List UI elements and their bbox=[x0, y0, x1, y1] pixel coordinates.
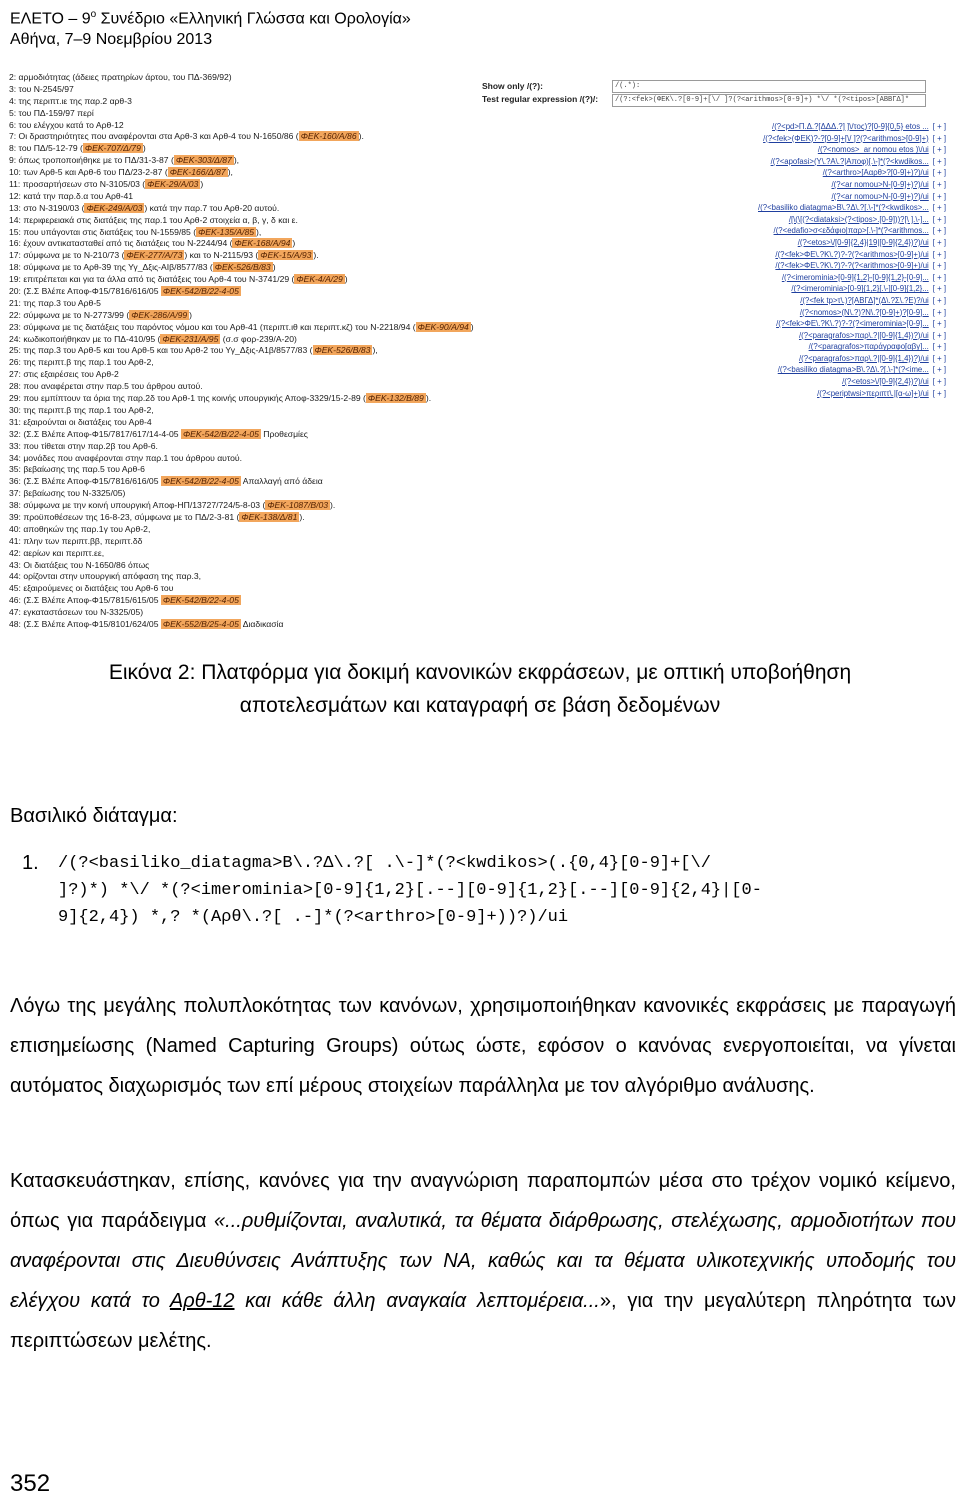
list-item bbox=[9, 453, 549, 465]
list-item bbox=[9, 262, 549, 274]
list-item-text: 47: εγκαταστάσεων του Ν-3325/05) bbox=[9, 607, 144, 618]
add-rule-button[interactable]: [ + ] bbox=[932, 353, 946, 363]
add-rule-button[interactable]: [ + ] bbox=[932, 133, 946, 143]
rule-link[interactable]: /(?<fek tp>τ\.)?[ΑΒΓΔ]*(Δ\.?Σ\.?Ε)?/ui bbox=[800, 295, 929, 305]
rule-item[interactable] bbox=[656, 295, 946, 307]
list-item-text: Προθεσμίες bbox=[260, 428, 308, 439]
add-rule-button[interactable]: [ + ] bbox=[932, 179, 946, 189]
list-item-text: 10: των Αρθ-5 και Αρθ-6 του ΠΔ/23-2-87 ( bbox=[9, 167, 168, 178]
list-item bbox=[9, 536, 549, 548]
add-rule-button[interactable]: [ + ] bbox=[932, 168, 946, 178]
rule-item[interactable] bbox=[656, 341, 946, 353]
list-item-text: ) bbox=[200, 179, 204, 190]
fek-highlight: ΦΕΚ-166/Δ/87 bbox=[169, 167, 226, 178]
list-item-text: ), bbox=[227, 167, 233, 178]
list-item-text: 2: αρμοδιότητας (άδειες πρατηρίων άρτου, του ΠΔ-369/92) bbox=[9, 72, 232, 82]
list-item-text: 9: όπως τροποποιήθηκε με το ΠΔ/31-3-87 ( bbox=[9, 155, 174, 166]
conference-title: ΕΛΕΤΟ – $9^o$ Συνέδριο «Ελληνική Γλώσσα και Ορολογία» bbox=[10, 9, 411, 28]
rule-link[interactable]: /(?<paragrafos>παρ\.?|[0-9]{1,4})?)/ui bbox=[798, 330, 929, 340]
add-rule-button[interactable]: [ + ] bbox=[932, 237, 946, 247]
list-number: 1. bbox=[22, 852, 39, 874]
page-number: 352 bbox=[10, 1470, 51, 1497]
list-item bbox=[9, 155, 549, 167]
list-item-text: 15: που υπάγονται στις διατάξεις του Ν-1559/85 ( bbox=[9, 226, 197, 237]
rule-item[interactable] bbox=[656, 318, 946, 330]
fek-highlight: ΦΕΚ-707/Δ/79 bbox=[84, 143, 141, 154]
list-item bbox=[9, 583, 549, 595]
body-paragraph-1: Λόγω της μεγάλης πολυπλοκότητας των κανόνων, χρησιμοποιήθηκαν κανονικές εκφράσεις με παραγωγή επισημείωσης (Named Capturing Groups) ούτως ώστε, εφόσον ο κανόνας ενεργοποιείται, να γίνεται αυτόματος διαχωρισμός των επί μέρους στοιχείων παράλληλα με τον αλγόριθμο ανάλυσης. bbox=[10, 995, 956, 1097]
list-item bbox=[9, 96, 549, 108]
add-rule-button[interactable]: [ + ] bbox=[932, 156, 946, 166]
fek-highlight: ΦΕΚ-542/Β/22-4-05 bbox=[162, 286, 239, 297]
rule-item[interactable] bbox=[656, 272, 946, 284]
rule-link[interactable]: /(?<imerominia>[0-9]{1,2}[.\-][0-9]{1,2}... bbox=[791, 284, 929, 294]
figure-caption: Εικόνα 2: Πλατφόρμα για δοκιμή κανονικών εκφράσεων, με οπτική υποβοήθηση αποτελεσμάτων και καταγραφή σε βάση δεδομένων bbox=[108, 661, 852, 717]
add-rule-button[interactable]: [ + ] bbox=[932, 272, 946, 282]
list-item bbox=[9, 619, 549, 631]
list-item-text: 35: βεβαίωσης της παρ.5 του Αρθ-6 bbox=[9, 464, 145, 475]
list-item bbox=[9, 131, 549, 143]
list-item bbox=[9, 417, 549, 429]
rule-item[interactable] bbox=[656, 191, 946, 203]
list-item-text: 25: της παρ.3 του Αρθ-5 και του Αρθ-5 και του Αρθ-2 του Υγ_Δξις-Α1β/8577/83 ( bbox=[9, 345, 313, 356]
fek-highlight: ΦΕΚ-277/Α/73 bbox=[126, 250, 183, 261]
list-item bbox=[9, 227, 549, 239]
add-rule-button[interactable]: [ + ] bbox=[932, 214, 946, 224]
list-item-text: ). bbox=[330, 500, 336, 511]
list-item-text: 39: προϋποθέσεων της 16-8-23, σύμφωνα με το ΠΔ/2-3-81 ( bbox=[9, 511, 240, 522]
list-item-text: ) κατά την παρ.7 του Αρθ-20 αυτού. bbox=[144, 202, 280, 213]
fek-highlight: ΦΕΚ-552/Β/25-4-05 bbox=[162, 618, 239, 629]
rule-link[interactable]: /(?<nomos>_ar nomou etos )\/ui bbox=[817, 145, 929, 155]
rule-item[interactable] bbox=[656, 167, 946, 179]
fek-highlight: ΦΕΚ-29/Α/03 bbox=[147, 179, 199, 190]
list-item bbox=[9, 560, 549, 572]
rule-item[interactable] bbox=[656, 225, 946, 237]
rule-link[interactable]: /(?<apofasi>(Υ\.?Α\.?|Αποφ)[.\-]*(?<kwdikos... bbox=[770, 156, 929, 166]
list-item-text: 34: μονάδες που αναφέρονται στην παρ.1 του άρθρου αυτού. bbox=[9, 452, 243, 463]
rule-link[interactable]: /(?<imerominia>[0-9]{1,2}-[0-9]{1,2}-[0-9]... bbox=[781, 272, 929, 282]
list-item-text: 7: Οι δραστηριότητες που αναφέρονται στα Αρθ-3 και Αρθ-4 του Ν-1650/86 ( bbox=[9, 131, 299, 142]
list-item-text: ), bbox=[233, 155, 240, 166]
add-rule-button[interactable]: [ + ] bbox=[932, 249, 946, 259]
list-item-text: Διαδικασία bbox=[240, 618, 284, 629]
list-item bbox=[9, 607, 549, 619]
show-only-label: Show only /(?): bbox=[482, 81, 543, 91]
add-rule-button[interactable]: [ + ] bbox=[932, 284, 946, 294]
list-item-text: 26: της περιπτ.β της παρ.1 του Αρθ-2, bbox=[9, 357, 154, 368]
fek-highlight: ΦΕΚ-286/Α/99 bbox=[131, 309, 188, 320]
list-item-text: ) bbox=[344, 274, 348, 285]
rule-item[interactable] bbox=[656, 237, 946, 249]
list-item-text: 28: που αναφέρεται στην παρ.5 του άρθρου αυτού. bbox=[9, 381, 203, 392]
list-item-text: 30: της περιπτ.β της παρ.1 του Αρθ-2, bbox=[9, 404, 154, 415]
rule-item[interactable] bbox=[656, 260, 946, 272]
rule-item[interactable] bbox=[656, 330, 946, 342]
add-rule-button[interactable]: [ + ] bbox=[932, 261, 946, 271]
list-item bbox=[9, 120, 549, 132]
add-rule-button[interactable]: [ + ] bbox=[932, 191, 946, 201]
page-header bbox=[10, 4, 411, 50]
list-item-text: 18: σύμφωνα με το Αρθ-39 της Υγ_Δξις-ΑΙβ/8577/83 ( bbox=[9, 262, 213, 273]
add-rule-button[interactable]: [ + ] bbox=[932, 365, 946, 375]
list-item bbox=[9, 524, 549, 536]
list-item bbox=[9, 464, 549, 476]
rule-link[interactable]: /(?<ar nomou>Ν-[0-9]+)?)/ui bbox=[831, 179, 929, 189]
list-item bbox=[9, 215, 549, 227]
add-rule-button[interactable]: [ + ] bbox=[932, 319, 946, 329]
fek-highlight: ΦΕΚ-526/Β/83 bbox=[214, 262, 271, 273]
rule-link[interactable]: /(?<etos>\/[0-9]{2,4})?)/ui bbox=[842, 377, 929, 387]
rule-link[interactable]: /(?<ar nomou>Ν-[0-9]+)?)/ui bbox=[831, 191, 929, 201]
list-item bbox=[9, 203, 549, 215]
list-item bbox=[9, 429, 549, 441]
rule-link[interactable]: /(?<fek>ΦΕ\.?Κ\.?)?-?(?<arithmos>[0-9]+)/ui bbox=[775, 249, 929, 259]
regex-toolbar bbox=[482, 80, 944, 107]
rule-item[interactable] bbox=[656, 388, 946, 400]
list-item bbox=[9, 512, 549, 524]
list-item-text: 12: κατά την παρ.δ.α του Αρθ-41 bbox=[9, 190, 134, 201]
rule-link[interactable]: /(?<edafio>σ<εδάφιο|παρ>[.\-]*(?<arithmos... bbox=[773, 226, 929, 236]
list-item bbox=[9, 571, 549, 583]
rule-link[interactable]: /(?<paragrafos>παρ\.?|[0-9]{1,4})?)/ui bbox=[798, 353, 929, 363]
list-item-text: 37: βεβαίωσης του Ν-3325/05) bbox=[9, 488, 126, 499]
list-item-text: ), bbox=[256, 226, 262, 237]
list-item-text: 8: του ΠΔ/5-12-79 ( bbox=[9, 143, 83, 154]
rule-item[interactable] bbox=[656, 121, 946, 133]
fek-highlight: ΦΕΚ-303/Δ/87 bbox=[175, 155, 232, 166]
list-item bbox=[9, 238, 549, 250]
list-item-text: ). bbox=[299, 511, 305, 522]
list-item-text: ) bbox=[189, 309, 193, 320]
fek-highlight: ΦΕΚ-138/Δ/81 bbox=[241, 511, 298, 522]
rule-link[interactable]: /(?<basiliko diatagma>Β\.?Δ\.?[.\-]*(?<kwdikos>... bbox=[758, 203, 929, 213]
list-item bbox=[9, 108, 549, 120]
fek-highlight: ΦΕΚ-168/Α/94 bbox=[234, 238, 291, 249]
rule-item[interactable] bbox=[656, 283, 946, 295]
list-item-text: 5: του ΠΔ-159/97 περί bbox=[9, 107, 94, 118]
code-line: /(?<basiliko_diatagma>Β\.?Δ\.?[ .\-]*(?<kwdikos>(.{0,4}[0-9]+[\/ bbox=[58, 854, 711, 873]
body-paragraph-2: Κατασκευάστηκαν, επίσης, κανόνες για την αναγνώριση παραπομπών μέσα στο τρέχον νομικό κείμενο, όπως για παράδειγμα «...ρυθμίζονται, αναλυτικά, τα θέματα διάρθρωσης, στελέχωσης, αρμοδιοτήτων που αναφέρονται στις Διευθύνσεις Ανάπτυξης των ΝΑ, καθώς και τα θέματα υλικοτεχνικής υποδομής του ελέγχου κατά το Αρθ-12 και κάθε άλλη αναγκαία λεπτομέρεια...», για την μεγαλύτερη πληρότητα των περιπτώσεων μελέτης. bbox=[10, 1170, 957, 1352]
list-item bbox=[9, 298, 549, 310]
list-item bbox=[9, 274, 549, 286]
rule-item[interactable] bbox=[656, 353, 946, 365]
list-item-text: ) bbox=[470, 321, 474, 332]
show-only-input[interactable]: /(.*): bbox=[612, 80, 926, 93]
code-line: 9]{2,4}) *,? *(Αρθ\.?[ .-]*(?<arthro>[0-9]+))?)/ui bbox=[58, 908, 569, 927]
test-regex-label: Test regular expression /(?)/: bbox=[482, 94, 599, 105]
rule-item[interactable] bbox=[656, 144, 946, 156]
fek-highlight: ΦΕΚ-90/Α/94 bbox=[417, 321, 469, 332]
list-item bbox=[9, 345, 549, 357]
list-item-text: 21: της παρ.3 του Αρθ-5 bbox=[9, 297, 101, 308]
list-item-text: 16: έχουν αντικατασταθεί από τις διατάξεις του Ν-2244/94 ( bbox=[9, 238, 233, 249]
add-rule-button[interactable]: [ + ] bbox=[932, 388, 946, 398]
rule-item[interactable] bbox=[656, 214, 946, 226]
regex-code-block bbox=[22, 850, 953, 931]
conference-date: Αθήνα, 7–9 Νοεμβρίου 2013 bbox=[10, 31, 213, 49]
list-item-text: ) bbox=[272, 262, 276, 273]
rule-link[interactable]: /(?<periptwsi>περιπτ\.|[α-ω]+)/ui bbox=[817, 388, 929, 398]
list-item bbox=[9, 393, 549, 405]
list-item bbox=[9, 310, 549, 322]
list-item-text: 14: περιφερειακά στις διατάξεις της παρ.1 του Αρθ-2 στοιχεία α, β, γ, δ και ε. bbox=[9, 214, 298, 225]
list-item-text: 33: που τίθεται στην παρ.2β του Αρθ-6. bbox=[9, 440, 158, 451]
list-item-text: 46: (Σ.Σ Βλέπε Αποφ-Φ15/7815/615/05 bbox=[9, 595, 161, 606]
fek-highlight: ΦΕΚ-15/Α/93 bbox=[260, 250, 312, 261]
list-item-text: 38: σύμφωνα με την κοινή υπουργική Αποφ-ΗΠ/13727/724/5-8-03 ( bbox=[9, 500, 266, 511]
rules-list bbox=[656, 121, 946, 399]
rule-item[interactable] bbox=[656, 179, 946, 191]
section-label: Βασιλικό διάταγμα: bbox=[10, 805, 178, 827]
list-item-text: 24: κωδικοποιήθηκαν με το ΠΔ-410/95 ( bbox=[9, 333, 161, 344]
rule-link[interactable]: /(?<basiliko diatagma>Β\.?Δ\.?[.\-]*(?<ime... bbox=[777, 365, 929, 375]
add-rule-button[interactable]: [ + ] bbox=[932, 145, 946, 155]
list-item-text: Απαλλαγή από άδεια bbox=[240, 476, 323, 487]
list-item bbox=[9, 405, 549, 417]
list-item bbox=[9, 369, 549, 381]
rule-link[interactable]: /[\(\[(?<diataksi>(?<tipos>.[0-9]))?[\ ].\-]... bbox=[788, 214, 929, 224]
list-item-text: ). bbox=[425, 393, 432, 404]
list-item-text: (σ.σ φορ-239/Α-20) bbox=[220, 333, 297, 344]
list-item bbox=[9, 72, 549, 84]
list-item bbox=[9, 167, 549, 179]
list-item bbox=[9, 381, 549, 393]
rule-item[interactable] bbox=[656, 156, 946, 168]
list-item-text: 6: του ελέγχου κατά το Αρθ-12 bbox=[9, 119, 124, 130]
rule-item[interactable] bbox=[656, 307, 946, 319]
list-item-text: 42: αερίων και περιπτ.εε, bbox=[9, 547, 105, 558]
list-item-text: 13: στο Ν-3190/03 ( bbox=[9, 202, 85, 213]
fek-highlight: ΦΕΚ-160/Α/86 bbox=[300, 131, 357, 142]
list-item-text: ) bbox=[142, 143, 146, 154]
list-item-text: 36: (Σ.Σ Βλέπε Αποφ-Φ15/7816/616/05 bbox=[9, 476, 161, 487]
regex-platform-screenshot bbox=[6, 68, 946, 640]
rule-link[interactable]: /(?<etos>\/[0-9]{2,4}|19|[0-9]{2,4})?)/ui bbox=[797, 237, 929, 247]
fek-highlight: ΦΕΚ-1087/Β/03 bbox=[267, 500, 329, 511]
list-item-text: 31: εξαιρούνται οι διατάξεις του Αρθ-4 bbox=[9, 416, 152, 427]
list-item-text: 27: στις εξαιρέσεις του Αρθ-2 bbox=[9, 369, 119, 380]
rule-item[interactable] bbox=[656, 376, 946, 388]
list-item-text: ), bbox=[372, 345, 378, 356]
add-rule-button[interactable]: [ + ] bbox=[932, 295, 946, 305]
list-item-text: ). bbox=[313, 250, 319, 261]
list-item bbox=[9, 191, 549, 203]
add-rule-button[interactable]: [ + ] bbox=[932, 203, 946, 213]
list-item-text: 44: ορίζονται στην υπουργική απόφαση της παρ.3, bbox=[9, 571, 202, 582]
list-item bbox=[9, 334, 549, 346]
add-rule-button[interactable]: [ + ] bbox=[932, 307, 946, 317]
list-item-text: 40: αποθηκών της παρ.1γ του Αρθ-2, bbox=[9, 523, 151, 534]
rule-item[interactable] bbox=[656, 364, 946, 376]
fek-highlight: ΦΕΚ-249/Α/03 bbox=[86, 202, 143, 213]
rule-item[interactable] bbox=[656, 249, 946, 261]
list-item bbox=[9, 441, 549, 453]
list-item-text: 22: σύμφωνα με το Ν-2773/99 ( bbox=[9, 309, 130, 320]
list-item-text: 29: που εμπίπτουν τα όρια της παρ.2δ του Αρθ-1 της κοινής υπουργικής Αποφ-3329/15-2-89 ( bbox=[9, 393, 366, 404]
list-item bbox=[9, 476, 549, 488]
add-rule-button[interactable]: [ + ] bbox=[932, 342, 946, 352]
list-item bbox=[9, 322, 549, 334]
list-item-text: 43: Οι διατάξεις του Ν-1650/86 όπως bbox=[9, 559, 150, 570]
code-line: ]?)*) *\/ *(?<imerominia>[0-9]{1,2}[.--][0-9]{1,2}[.--][0-9]{2,4}|[0- bbox=[58, 881, 762, 900]
list-item-text: 41: πλην των περιπτ.ββ, περιπτ.δδ bbox=[9, 535, 143, 546]
fek-highlight: ΦΕΚ-231/Α/95 bbox=[162, 333, 219, 344]
fek-highlight: ΦΕΚ-542/Β/22-4-05 bbox=[162, 476, 239, 487]
add-rule-button[interactable]: [ + ] bbox=[932, 226, 946, 236]
list-item-text: ) bbox=[292, 238, 296, 249]
rule-link[interactable]: /(?<paragrafos>παράγραφο[αβγ]... bbox=[808, 342, 929, 352]
rule-item[interactable] bbox=[656, 202, 946, 214]
list-item bbox=[9, 84, 549, 96]
fek-highlight: ΦΕΚ-542/Β/22-4-05 bbox=[162, 595, 239, 606]
list-item bbox=[9, 548, 549, 560]
rule-item[interactable] bbox=[656, 133, 946, 145]
list-item-text: 32: (Σ.Σ Βλέπε Αποφ-Φ15/7817/617/14-4-05 bbox=[9, 428, 181, 439]
list-item-text: 19: επιτρέπεται και για τα άλλα από τις διατάξεις του Αρθ-4 του Ν-3741/29 ( bbox=[9, 274, 295, 285]
fek-highlight: ΦΕΚ-4/Α/29 bbox=[296, 274, 343, 285]
list-item bbox=[9, 357, 549, 369]
fek-highlight: ΦΕΚ-526/Β/83 bbox=[314, 345, 371, 356]
rule-link[interactable]: /(?<fek>(ΦΕΚ)?-?[0-9]+[\/ ]?(?<arithmos>[0-9]+) bbox=[763, 133, 929, 143]
fek-highlight: ΦΕΚ-135/Α/85 bbox=[198, 226, 255, 237]
rule-link[interactable]: /(?<fek>ΦΕ\.?Κ\.?)?-?(?<arithmos>[0-9]+)/ui bbox=[775, 261, 929, 271]
rule-link[interactable]: /(?<arthro>[Ααρθ>?[0-9]+)?)/ui bbox=[822, 168, 929, 178]
list-item-text: ) και το Ν-2115/93 ( bbox=[184, 250, 259, 261]
fek-highlight: ΦΕΚ-542/Β/22-4-05 bbox=[182, 428, 259, 439]
list-item-text: 48: (Σ.Σ Βλέπε Αποφ-Φ15/8101/624/05 bbox=[9, 618, 161, 629]
rule-link[interactable]: /(?<pd>Π.Δ.?[ΔΔΔ.?] ]\/τος)?[0-9]{0,5} etos ... bbox=[772, 122, 929, 131]
list-item bbox=[9, 595, 549, 607]
list-item bbox=[9, 250, 549, 262]
fek-highlight: ΦΕΚ-132/Β/89 bbox=[367, 393, 424, 404]
match-results-list bbox=[9, 72, 549, 631]
rule-link[interactable]: /(?<nomos>(Ν\.?)?Ν\.?[0-9]+)?[0-9]... bbox=[799, 307, 929, 317]
list-item-text: 23: σύμφωνα με τις διατάξεις του παρόντος νόμου και του Αρθ-41 (περιπτ.ιθ και περιπτ.κζ) του Ν-2218/94 ( bbox=[9, 321, 416, 332]
list-item bbox=[9, 286, 549, 298]
list-item-text: 20: (Σ.Σ Βλέπε Αποφ-Φ15/7816/616/05 bbox=[9, 286, 161, 297]
list-item bbox=[9, 488, 549, 500]
add-rule-button[interactable]: [ + ] bbox=[932, 377, 946, 387]
list-item-text: 17: σύμφωνα με το Ν-210/73 ( bbox=[9, 250, 125, 261]
list-item-text: ). bbox=[358, 131, 364, 142]
add-rule-button[interactable]: [ + ] bbox=[932, 330, 946, 340]
rule-link[interactable]: /(?<fek>ΦΕ\.?Κ\.?)?-?(?<imerominia>[0-9]... bbox=[776, 319, 929, 329]
list-item bbox=[9, 500, 549, 512]
list-item bbox=[9, 179, 549, 191]
list-item-text: 3: του Ν-2545/97 bbox=[9, 83, 74, 94]
list-item-text: 45: εξαιρούμενες οι διατάξεις του Αρθ-6 του bbox=[9, 583, 174, 594]
list-item bbox=[9, 143, 549, 155]
list-item-text: 4: της περιπτ.ιε της παρ.2 αρθ-3 bbox=[9, 95, 132, 106]
list-item-text: 11: προσαρτήσεων στο Ν-3105/03 ( bbox=[9, 179, 146, 190]
article-reference-link: Αρθ-12 bbox=[169, 1290, 235, 1312]
add-rule-button[interactable]: [ + ] bbox=[932, 122, 946, 131]
test-regex-input[interactable]: /(?:<fek>(ΦΕΚ\.?[0-9]+[\/ ]?(?<arithmos>[0-9]+) *\/ *(?<tipos>[ΑΒΒΓΔ]* bbox=[612, 94, 926, 107]
